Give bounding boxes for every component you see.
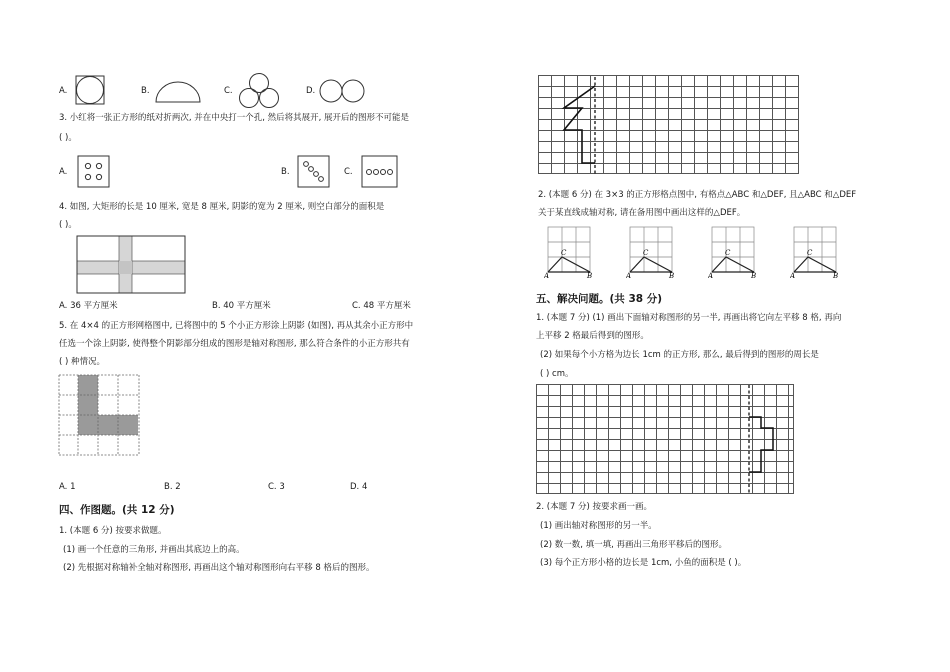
q3-option-b-label: B. (281, 167, 290, 177)
q5-option-b: B. 2 (164, 482, 181, 492)
label-a-2: A (626, 272, 632, 279)
label-b-3: B (751, 272, 757, 279)
q2-option-b-label: B. (141, 86, 150, 96)
s4-q1-part2: (2) 先根据对称轴补全轴对称图形, 再画出这个轴对称图形向右平移 8 格后的图形。 (63, 563, 375, 573)
label-c-3: C (725, 249, 731, 257)
section5-title: 五、解决问题。(共 38 分) (536, 293, 663, 305)
q5-blank: ( ) 种情况。 (59, 357, 106, 367)
label-b-1: B (587, 272, 593, 279)
s5-q2: 2. (本题 7 分) 按要求画一画。 (536, 502, 652, 512)
spare-triangle-grid-3 (708, 224, 758, 279)
q2-option-b-figure (154, 80, 202, 104)
s4-q2-line2: 关于某直线成轴对称, 请在备用图中画出这样的△DEF。 (538, 208, 746, 218)
q2-option-a-label: A. (59, 86, 68, 96)
s5-q1-blank: ( ) cm。 (540, 369, 574, 379)
s5-q1-line1: 1. (本题 7 分) (1) 画出下面轴对称图形的另一半, 再画出将它向左平移 8 格, 再向 (536, 313, 842, 323)
q5-option-a: A. 1 (59, 482, 76, 492)
spare-triangle-grid-4 (790, 224, 840, 279)
q3-blank: ( )。 (59, 133, 77, 143)
s4-q1-part1: (1) 画一个任意的三角形, 并画出其底边上的高。 (63, 545, 245, 555)
q2-option-c-label: C. (224, 86, 233, 96)
q4-option-c: C. 48 平方厘米 (352, 301, 411, 311)
q4-blank: ( )。 (59, 220, 77, 230)
q3-option-b-figure (297, 155, 331, 189)
s4-q2-line1: 2. (本题 6 分) 在 3×3 的正方形格点图中, 有格点△ABC 和△DEF, 且△ABC 和△DEF (538, 190, 857, 200)
label-a-4: A (790, 272, 796, 279)
section4-title: 四、作图题。(共 12 分) (59, 504, 175, 516)
q2-option-d-figure (318, 78, 368, 104)
label-a-1: A (544, 272, 550, 279)
q4-option-b: B. 40 平方厘米 (212, 301, 271, 311)
q5-option-c: C. 3 (268, 482, 285, 492)
label-a-3: A (708, 272, 714, 279)
symmetry-shape-top (538, 75, 800, 175)
q3-option-c-label: C. (344, 167, 353, 177)
label-b-2: B (669, 272, 675, 279)
s4-q1: 1. (本题 6 分) 按要求做题。 (59, 526, 167, 536)
q3-option-a-figure (77, 155, 111, 189)
q2-option-d-label: D. (306, 86, 316, 96)
label-b-4: B (833, 272, 839, 279)
q3-option-c-figure (361, 155, 399, 189)
s5-q1-part2: (2) 如果每个小方格为边长 1cm 的正方形, 那么, 最后得到的图形的周长是 (540, 350, 819, 360)
label-c-2: C (643, 249, 649, 257)
spare-triangle-grid-2 (626, 224, 676, 279)
q5-line1: 5. 在 4×4 的正方形网格图中, 已将图中的 5 个小正方形涂上阴影 (如图), 再从其余小正方形中 (59, 321, 414, 331)
label-c-1: C (561, 249, 567, 257)
s5-q2-part1: (1) 画出轴对称图形的另一半。 (540, 521, 657, 531)
q4-rectangle-figure (76, 235, 186, 295)
spare-triangle-grid-1 (544, 224, 594, 279)
q2-option-c-figure (236, 72, 282, 112)
q3-text: 3. 小红将一张正方形的纸对折两次, 并在中央打一个孔, 然后将其展开, 展开后的图形不可能是 (59, 113, 410, 123)
q3-option-a-label: A. (59, 167, 68, 177)
q5-grid-figure (58, 374, 140, 456)
q2-option-a-figure (74, 74, 106, 106)
q5-line2: 任选一个涂上阴影, 使得整个阴影部分组成的图形是轴对称图形, 那么符合条件的小正方形共有 (59, 339, 410, 349)
symmetry-shape-bottom (536, 384, 796, 496)
q5-option-d: D. 4 (350, 482, 368, 492)
label-c-4: C (807, 249, 813, 257)
q4-text: 4. 如图, 大矩形的长是 10 厘米, 宽是 8 厘米, 阴影的宽为 2 厘米, 则空白部分的面积是 (59, 202, 385, 212)
s5-q1-line2: 上平移 2 格最后得到的图形。 (536, 331, 649, 341)
s5-q2-part2: (2) 数一数, 填一填, 再画出三角形平移后的图形。 (540, 540, 728, 550)
s5-q2-part3: (3) 每个正方形小格的边长是 1cm, 小鱼的面积是 ( )。 (540, 558, 747, 568)
q4-option-a: A. 36 平方厘米 (59, 301, 118, 311)
